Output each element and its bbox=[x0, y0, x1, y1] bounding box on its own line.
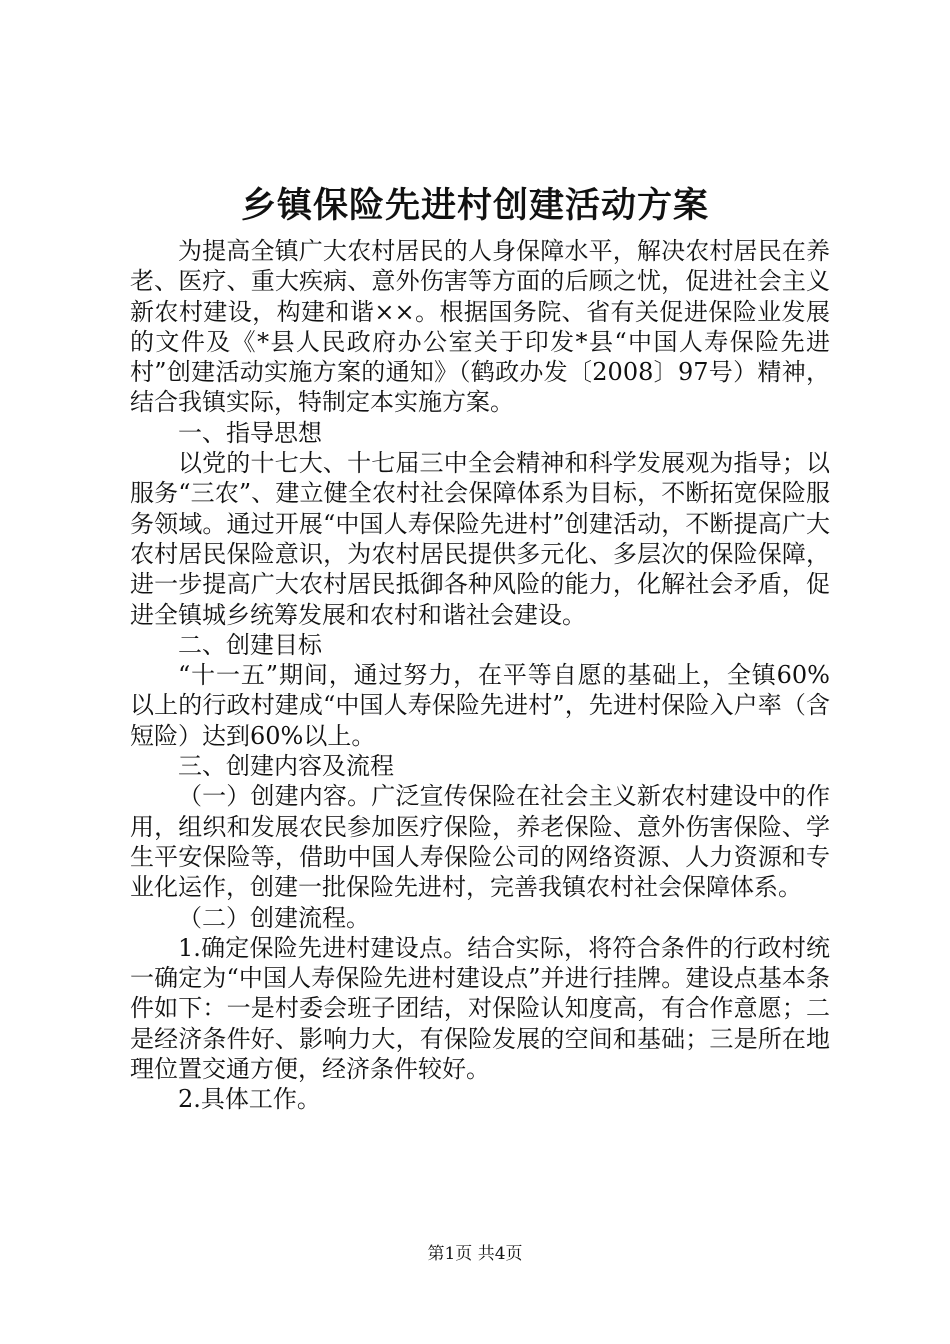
paragraph-content: （一）创建内容。广泛宣传保险在社会主义新农村建设中的作用，组织和发展农民参加医疗保险，养老保险、意外伤害保险、学生平安保险等，借助中国人寿保险公司的网络资源、人力资源和专业化运作，创建一批保险先进村，完善我镇农村社会保障体系。 bbox=[130, 782, 830, 902]
section-heading-content-and-process: 三、创建内容及流程 bbox=[178, 752, 394, 781]
document-title: 乡镇保险先进村创建活动方案 bbox=[240, 185, 709, 226]
document-body bbox=[130, 236, 830, 1115]
paragraph-process-step-1: 1.确定保险先进村建设点。结合实际，将符合条件的行政村统一确定为“中国人寿保险先进村建设点”并进行挂牌。建设点基本条件如下：一是村委会班子团结，对保险认知度高，有合作意愿；二是经济条件好、影响力大，有保险发展的空间和基础；三是所在地理位置交通方便，经济条件较好。 bbox=[130, 933, 830, 1084]
subheading-process: （二）创建流程。 bbox=[178, 903, 370, 932]
paragraph-intro: 为提高全镇广大农村居民的人身保障水平，解决农村居民在养老、医疗、重大疾病、意外伤害等方面的后顾之忧，促进社会主义新农村建设，构建和谐××。根据国务院、省有关促进保险业发展的文件及《*县人民政府办公室关于印发*县“中国人寿保险先进村”创建活动实施方案的通知》（鹤政办发〔2008〕97号）精神，结合我镇实际，特制定本实施方案。 bbox=[130, 237, 830, 417]
page-number-footer: 第1页 共4页 bbox=[427, 1244, 523, 1264]
paragraph-guiding-ideology: 以党的十七大、十七届三中全会精神和科学发展观为指导；以服务“三农”、建立健全农村社会保障体系为目标，不断拓宽保险服务领域。通过开展“中国人寿保险先进村”创建活动，不断提高广大农村居民保险意识，为农村居民提供多元化、多层次的保险保障，进一步提高广大农村居民抵御各种风险的能力，化解社会矛盾，促进全镇城乡统筹发展和农村和谐社会建设。 bbox=[130, 449, 830, 629]
section-heading-guiding-ideology: 一、指导思想 bbox=[178, 418, 322, 447]
section-heading-goals: 二、创建目标 bbox=[178, 630, 322, 659]
paragraph-process-step-2: 2.具体工作。 bbox=[178, 1085, 321, 1114]
paragraph-goals: “十一五”期间，通过努力，在平等自愿的基础上，全镇60%以上的行政村建成“中国人寿保险先进村”，先进村保险入户率（含短险）达到60%以上。 bbox=[130, 661, 830, 750]
